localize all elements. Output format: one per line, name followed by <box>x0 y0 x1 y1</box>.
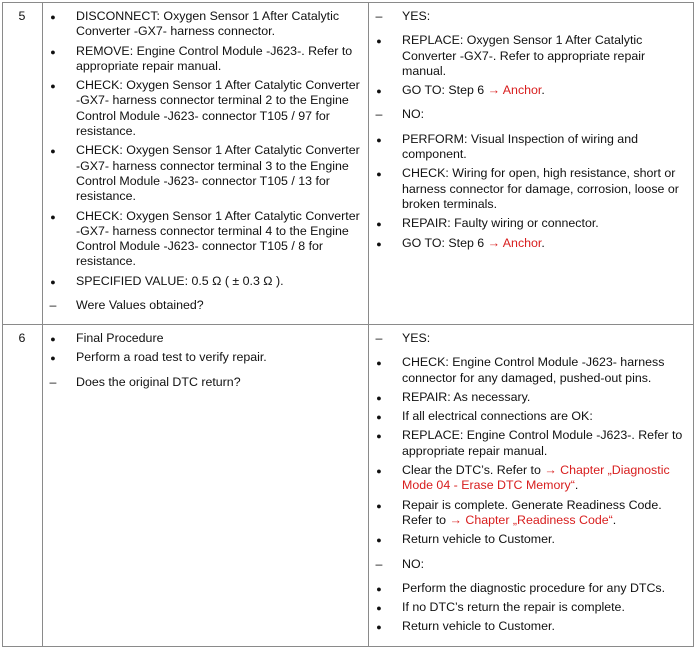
anchor-link[interactable]: → Chapter „Readiness Code“ <box>449 512 613 527</box>
item-text: CHECK: Oxygen Sensor 1 After Catalytic Converter -GX7- harness connector terminal 3 to the Engine Control Module -J623- connector T105 / 13 for resistance. <box>76 143 360 204</box>
item-text: SPECIFIED VALUE: 0.5 Ω ( ± 0.3 Ω ). <box>76 273 284 288</box>
item-text: CHECK: Wiring for open, high resistance, short or harness connector for damage, corrosion, loose or broken terminals. <box>402 166 679 211</box>
bullet-marker: ● <box>376 238 382 249</box>
anchor-link[interactable]: → Chapter „Diagnostic Mode 04 - Erase DTC Memory“ <box>402 463 670 493</box>
item-text: Clear the DTC’s. Refer to <box>402 463 545 478</box>
bullet-marker: ● <box>376 622 382 633</box>
bullet-item <box>373 33 691 79</box>
bullet-marker: ● <box>376 169 382 180</box>
item-text: NO: <box>402 107 425 122</box>
table-border-left <box>2 2 3 647</box>
item-text: CHECK: Oxygen Sensor 1 After Catalytic Converter -GX7- harness connector terminal 4 to the Engine Control Module -J623- connector T105 / 8 for resistance. <box>76 208 360 269</box>
bullet-item <box>373 216 691 231</box>
bullet-item <box>373 532 691 547</box>
bullet-item <box>47 274 365 289</box>
bullet-marker: ● <box>376 392 382 403</box>
bullet-marker: ● <box>376 583 382 594</box>
bullet-item <box>373 236 691 251</box>
item-text: REPAIR: Faulty wiring or connector. <box>402 216 599 231</box>
table-border-right <box>693 2 694 647</box>
result-column <box>373 331 691 639</box>
bullet-item <box>47 350 365 365</box>
bullet-marker: ● <box>376 412 382 423</box>
dash-item <box>373 331 691 346</box>
item-text: If no DTC’s return the repair is complete. <box>402 600 625 615</box>
bullet-marker: ● <box>50 12 56 22</box>
procedure-table <box>2 2 694 647</box>
item-text-suffix: . <box>541 83 545 98</box>
bullet-marker: ● <box>376 36 382 47</box>
item-text: Perform a road test to verify repair. <box>76 350 267 365</box>
bullet-marker: ● <box>376 603 382 614</box>
item-text: Were Values obtained? <box>76 298 204 313</box>
item-text: NO: <box>402 556 425 571</box>
item-text: GO TO: Step 6 <box>402 235 488 250</box>
bullet-marker: ● <box>50 353 56 364</box>
action-column <box>47 331 365 394</box>
item-text: GO TO: Step 6 <box>402 83 488 98</box>
table-border-top <box>2 2 694 3</box>
item-text: Repair is complete. Generate Readiness Code. Refer to <box>402 497 662 527</box>
bullet-item <box>47 44 365 75</box>
dash-marker: – <box>375 9 383 23</box>
item-text: REPLACE: Oxygen Sensor 1 After Catalytic Converter -GX7-. Refer to appropriate repair manual. <box>402 33 646 78</box>
step-number: 5 <box>18 9 26 23</box>
item-text: YES: <box>402 9 431 23</box>
bullet-item <box>47 209 365 270</box>
bullet-item <box>47 78 365 139</box>
item-text: YES: <box>402 331 431 345</box>
bullet-marker: ● <box>376 535 382 546</box>
bullet-item <box>373 581 691 596</box>
bullet-marker: ● <box>376 431 382 442</box>
dash-marker: – <box>375 331 383 345</box>
anchor-link[interactable]: → Anchor <box>487 235 542 250</box>
bullet-marker: ● <box>50 146 56 157</box>
bullet-marker: ● <box>376 86 382 97</box>
column-divider-result <box>368 2 369 647</box>
dash-marker: – <box>49 374 57 389</box>
dash-item <box>373 9 691 24</box>
item-text: Return vehicle to Customer. <box>402 532 555 547</box>
item-text-suffix: . <box>612 512 617 527</box>
bullet-marker: ● <box>376 219 382 230</box>
item-text: DISCONNECT: Oxygen Sensor 1 After Catalytic Converter -GX7- harness connector. <box>76 9 340 39</box>
bullet-marker: ● <box>376 466 382 477</box>
row-divider <box>2 324 694 325</box>
step-number: 6 <box>18 331 26 345</box>
bullet-marker: ● <box>50 81 56 92</box>
item-text-suffix: . <box>574 478 579 493</box>
item-text: Final Procedure <box>76 331 164 345</box>
bullet-item <box>47 331 365 346</box>
action-column <box>47 9 365 317</box>
dash-item <box>373 557 691 572</box>
bullet-item <box>373 600 691 615</box>
bullet-item <box>47 9 365 40</box>
bullet-item <box>373 498 691 529</box>
anchor-link[interactable]: → Anchor <box>487 83 542 98</box>
bullet-item <box>373 390 691 405</box>
item-text: CHECK: Engine Control Module -J623- harness connector for any damaged, pushed-out pins. <box>402 355 665 385</box>
item-text: PERFORM: Visual Inspection of wiring and component. <box>402 131 638 162</box>
bullet-item <box>373 83 691 98</box>
bullet-item <box>373 619 691 634</box>
item-text: REPLACE: Engine Control Module -J623-. Refer to appropriate repair manual. <box>402 428 683 458</box>
item-text: REPAIR: As necessary. <box>402 389 531 404</box>
result-column <box>373 9 691 255</box>
bullet-marker: ● <box>50 211 56 222</box>
item-text: Return vehicle to Customer. <box>402 619 555 634</box>
item-text: If all electrical connections are OK: <box>402 409 593 424</box>
dash-marker: – <box>375 107 383 122</box>
table-border-bottom <box>2 646 694 647</box>
bullet-item <box>373 409 691 424</box>
bullet-item <box>373 132 691 163</box>
dash-marker: – <box>49 298 57 313</box>
bullet-item <box>373 463 691 494</box>
bullet-marker: ● <box>376 358 382 369</box>
bullet-marker: ● <box>376 134 382 145</box>
item-text: Perform the diagnostic procedure for any DTCs. <box>402 580 666 595</box>
dash-item <box>47 298 365 313</box>
bullet-item <box>373 166 691 212</box>
item-text: REMOVE: Engine Control Module -J623-. Refer to appropriate repair manual. <box>76 43 353 73</box>
bullet-marker: ● <box>50 334 56 344</box>
dash-item <box>373 107 691 122</box>
bullet-item <box>373 428 691 459</box>
bullet-marker: ● <box>376 500 382 511</box>
bullet-item <box>373 355 691 386</box>
bullet-marker: ● <box>50 46 56 57</box>
bullet-item <box>47 143 365 204</box>
item-text-suffix: . <box>541 235 545 250</box>
item-text: Does the original DTC return? <box>76 374 241 389</box>
item-text: CHECK: Oxygen Sensor 1 After Catalytic Converter -GX7- harness connector terminal 2 to the Engine Control Module -J623- connector T105 / 97 for resistance. <box>76 78 360 139</box>
bullet-marker: ● <box>50 276 56 287</box>
column-divider-step <box>42 2 43 647</box>
dash-marker: – <box>375 556 383 571</box>
dash-item <box>47 375 365 390</box>
